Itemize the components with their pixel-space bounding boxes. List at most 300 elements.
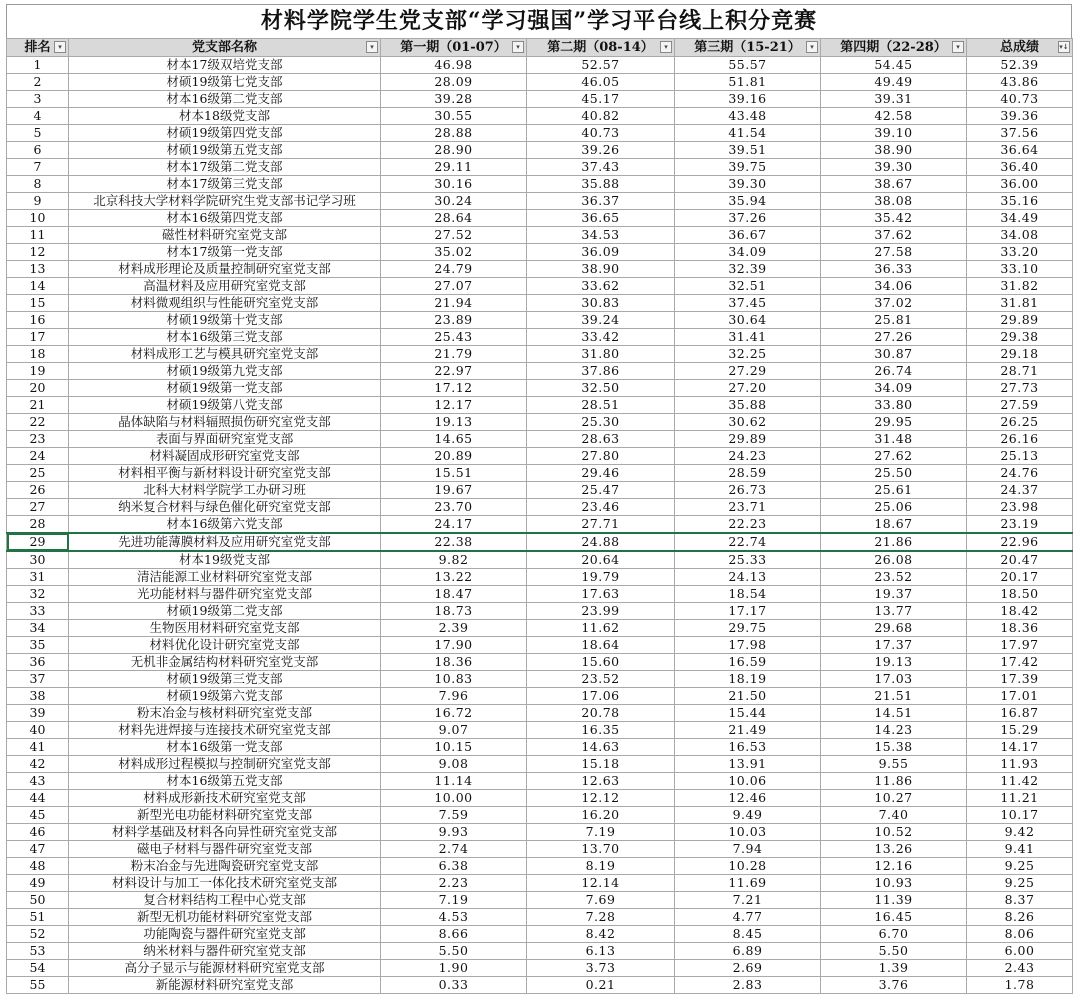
branch-name-cell[interactable]: 新型光电功能材料研究室党支部: [69, 807, 381, 824]
period-4-cell[interactable]: 13.77: [821, 603, 967, 620]
period-1-cell[interactable]: 4.53: [381, 909, 527, 926]
branch-name-cell[interactable]: 材硕19级第七党支部: [69, 74, 381, 91]
rank-cell[interactable]: 47: [7, 841, 69, 858]
period-4-cell[interactable]: 15.38: [821, 739, 967, 756]
period-2-cell[interactable]: 29.46: [527, 465, 675, 482]
period-1-cell[interactable]: 9.08: [381, 756, 527, 773]
total-cell[interactable]: 27.73: [967, 380, 1073, 397]
rank-cell[interactable]: 24: [7, 448, 69, 465]
branch-name-cell[interactable]: 材料成形工艺与模具研究室党支部: [69, 346, 381, 363]
rank-cell[interactable]: 39: [7, 705, 69, 722]
period-3-cell[interactable]: 2.83: [675, 977, 821, 994]
period-2-cell[interactable]: 12.63: [527, 773, 675, 790]
period-3-cell[interactable]: 21.49: [675, 722, 821, 739]
period-4-cell[interactable]: 14.23: [821, 722, 967, 739]
period-4-cell[interactable]: 5.50: [821, 943, 967, 960]
total-cell[interactable]: 15.29: [967, 722, 1073, 739]
period-3-cell[interactable]: 7.94: [675, 841, 821, 858]
period-4-cell[interactable]: 37.02: [821, 295, 967, 312]
total-cell[interactable]: 26.25: [967, 414, 1073, 431]
rank-cell[interactable]: 5: [7, 125, 69, 142]
period-2-cell[interactable]: 3.73: [527, 960, 675, 977]
period-2-cell[interactable]: 23.52: [527, 671, 675, 688]
rank-cell[interactable]: 21: [7, 397, 69, 414]
branch-name-cell[interactable]: 材本16级第一党支部: [69, 739, 381, 756]
rank-cell[interactable]: 44: [7, 790, 69, 807]
period-4-cell[interactable]: 25.61: [821, 482, 967, 499]
period-4-cell[interactable]: 42.58: [821, 108, 967, 125]
branch-name-cell[interactable]: 材硕19级第九党支部: [69, 363, 381, 380]
total-cell[interactable]: 18.36: [967, 620, 1073, 637]
period-3-cell[interactable]: 25.33: [675, 551, 821, 569]
total-cell[interactable]: 17.42: [967, 654, 1073, 671]
period-3-cell[interactable]: 29.89: [675, 431, 821, 448]
period-4-cell[interactable]: 26.74: [821, 363, 967, 380]
period-4-cell[interactable]: 35.42: [821, 210, 967, 227]
rank-cell[interactable]: 22: [7, 414, 69, 431]
total-cell[interactable]: 29.89: [967, 312, 1073, 329]
total-cell[interactable]: 8.06: [967, 926, 1073, 943]
branch-name-cell[interactable]: 功能陶瓷与器件研究室党支部: [69, 926, 381, 943]
rank-cell[interactable]: 25: [7, 465, 69, 482]
branch-name-cell[interactable]: 材料成形过程模拟与控制研究室党支部: [69, 756, 381, 773]
branch-name-cell[interactable]: 复合材料结构工程中心党支部: [69, 892, 381, 909]
branch-name-cell[interactable]: 材本18级党支部: [69, 108, 381, 125]
period-3-cell[interactable]: 27.29: [675, 363, 821, 380]
period-2-cell[interactable]: 37.43: [527, 159, 675, 176]
period-4-cell[interactable]: 19.37: [821, 586, 967, 603]
branch-name-cell[interactable]: 材料设计与加工一体化技术研究室党支部: [69, 875, 381, 892]
total-cell[interactable]: 28.71: [967, 363, 1073, 380]
period-3-cell[interactable]: 39.75: [675, 159, 821, 176]
rank-cell[interactable]: 10: [7, 210, 69, 227]
header-period-3[interactable]: [675, 39, 821, 57]
branch-name-cell[interactable]: 北京科技大学材料学院研究生党支部书记学习班: [69, 193, 381, 210]
total-cell[interactable]: 8.26: [967, 909, 1073, 926]
period-1-cell[interactable]: 9.93: [381, 824, 527, 841]
period-1-cell[interactable]: 35.02: [381, 244, 527, 261]
period-4-cell[interactable]: 39.31: [821, 91, 967, 108]
period-2-cell[interactable]: 38.90: [527, 261, 675, 278]
period-2-cell[interactable]: 35.88: [527, 176, 675, 193]
period-1-cell[interactable]: 20.89: [381, 448, 527, 465]
branch-name-cell[interactable]: 磁性材料研究室党支部: [69, 227, 381, 244]
period-2-cell[interactable]: 14.63: [527, 739, 675, 756]
period-2-cell[interactable]: 17.63: [527, 586, 675, 603]
filter-dropdown-icon[interactable]: ▾: [952, 41, 964, 53]
period-2-cell[interactable]: 23.99: [527, 603, 675, 620]
branch-name-cell[interactable]: 材硕19级第六党支部: [69, 688, 381, 705]
period-3-cell[interactable]: 2.69: [675, 960, 821, 977]
branch-name-cell[interactable]: 北科大材料学院学工办研习班: [69, 482, 381, 499]
period-2-cell[interactable]: 28.63: [527, 431, 675, 448]
period-2-cell[interactable]: 39.24: [527, 312, 675, 329]
period-4-cell[interactable]: 34.06: [821, 278, 967, 295]
branch-name-cell[interactable]: 材本17级双培党支部: [69, 57, 381, 74]
branch-name-cell[interactable]: 材本17级第三党支部: [69, 176, 381, 193]
branch-name-cell[interactable]: 生物医用材料研究室党支部: [69, 620, 381, 637]
period-4-cell[interactable]: 37.62: [821, 227, 967, 244]
period-1-cell[interactable]: 23.70: [381, 499, 527, 516]
total-cell[interactable]: 17.39: [967, 671, 1073, 688]
period-3-cell[interactable]: 51.81: [675, 74, 821, 91]
period-3-cell[interactable]: 12.46: [675, 790, 821, 807]
total-cell[interactable]: 39.36: [967, 108, 1073, 125]
period-3-cell[interactable]: 39.51: [675, 142, 821, 159]
period-2-cell[interactable]: 33.62: [527, 278, 675, 295]
period-3-cell[interactable]: 28.59: [675, 465, 821, 482]
rank-cell[interactable]: 31: [7, 569, 69, 586]
rank-cell[interactable]: 46: [7, 824, 69, 841]
rank-cell[interactable]: 2: [7, 74, 69, 91]
period-3-cell[interactable]: 39.16: [675, 91, 821, 108]
period-2-cell[interactable]: 40.73: [527, 125, 675, 142]
sort-descending-icon[interactable]: ▾↓: [1059, 43, 1069, 51]
filter-dropdown-icon[interactable]: ▾: [54, 41, 66, 53]
period-3-cell[interactable]: 16.53: [675, 739, 821, 756]
period-1-cell[interactable]: 29.11: [381, 159, 527, 176]
branch-name-cell[interactable]: 磁电子材料与器件研究室党支部: [69, 841, 381, 858]
header-rank[interactable]: [7, 39, 69, 57]
rank-cell[interactable]: 9: [7, 193, 69, 210]
rank-cell[interactable]: 17: [7, 329, 69, 346]
branch-name-cell[interactable]: 纳米材料与器件研究室党支部: [69, 943, 381, 960]
total-cell[interactable]: 33.20: [967, 244, 1073, 261]
rank-cell[interactable]: 28: [7, 516, 69, 534]
period-1-cell[interactable]: 18.73: [381, 603, 527, 620]
branch-name-cell[interactable]: 材硕19级第二党支部: [69, 603, 381, 620]
period-2-cell[interactable]: 6.13: [527, 943, 675, 960]
period-3-cell[interactable]: 10.06: [675, 773, 821, 790]
period-2-cell[interactable]: 45.17: [527, 91, 675, 108]
period-4-cell[interactable]: 12.16: [821, 858, 967, 875]
period-1-cell[interactable]: 46.98: [381, 57, 527, 74]
period-1-cell[interactable]: 10.83: [381, 671, 527, 688]
period-1-cell[interactable]: 27.07: [381, 278, 527, 295]
period-3-cell[interactable]: 18.54: [675, 586, 821, 603]
period-2-cell[interactable]: 39.26: [527, 142, 675, 159]
period-1-cell[interactable]: 10.00: [381, 790, 527, 807]
period-2-cell[interactable]: 34.53: [527, 227, 675, 244]
rank-cell[interactable]: 51: [7, 909, 69, 926]
period-4-cell[interactable]: 39.10: [821, 125, 967, 142]
period-3-cell[interactable]: 24.13: [675, 569, 821, 586]
total-cell[interactable]: 40.73: [967, 91, 1073, 108]
period-4-cell[interactable]: 30.87: [821, 346, 967, 363]
period-2-cell[interactable]: 20.64: [527, 551, 675, 569]
branch-name-cell[interactable]: 晶体缺陷与材料辐照损伤研究室党支部: [69, 414, 381, 431]
branch-name-cell[interactable]: 清洁能源工业材料研究室党支部: [69, 569, 381, 586]
header-branch-name[interactable]: [69, 39, 381, 57]
period-1-cell[interactable]: 18.36: [381, 654, 527, 671]
period-3-cell[interactable]: 41.54: [675, 125, 821, 142]
period-2-cell[interactable]: 7.19: [527, 824, 675, 841]
period-1-cell[interactable]: 5.50: [381, 943, 527, 960]
rank-cell[interactable]: 3: [7, 91, 69, 108]
total-cell[interactable]: 17.97: [967, 637, 1073, 654]
branch-name-cell[interactable]: 材本19级党支部: [69, 551, 381, 569]
period-3-cell[interactable]: 32.25: [675, 346, 821, 363]
branch-name-cell[interactable]: 材本16级第二党支部: [69, 91, 381, 108]
total-cell[interactable]: 23.98: [967, 499, 1073, 516]
total-cell[interactable]: 20.47: [967, 551, 1073, 569]
period-4-cell[interactable]: 10.27: [821, 790, 967, 807]
period-3-cell[interactable]: 43.48: [675, 108, 821, 125]
period-1-cell[interactable]: 9.82: [381, 551, 527, 569]
branch-name-cell[interactable]: 材本16级第三党支部: [69, 329, 381, 346]
period-3-cell[interactable]: 34.09: [675, 244, 821, 261]
period-1-cell[interactable]: 10.15: [381, 739, 527, 756]
period-4-cell[interactable]: 25.06: [821, 499, 967, 516]
period-1-cell[interactable]: 2.39: [381, 620, 527, 637]
total-cell[interactable]: 16.87: [967, 705, 1073, 722]
period-4-cell[interactable]: 9.55: [821, 756, 967, 773]
filter-dropdown-icon[interactable]: ▾: [366, 41, 378, 53]
total-cell[interactable]: 29.18: [967, 346, 1073, 363]
period-2-cell[interactable]: 8.42: [527, 926, 675, 943]
period-2-cell[interactable]: 36.65: [527, 210, 675, 227]
period-2-cell[interactable]: 24.88: [527, 533, 675, 551]
period-1-cell[interactable]: 22.38: [381, 533, 527, 551]
period-1-cell[interactable]: 23.89: [381, 312, 527, 329]
total-cell[interactable]: 35.16: [967, 193, 1073, 210]
period-2-cell[interactable]: 36.37: [527, 193, 675, 210]
period-1-cell[interactable]: 14.65: [381, 431, 527, 448]
period-1-cell[interactable]: 30.24: [381, 193, 527, 210]
rank-cell[interactable]: 42: [7, 756, 69, 773]
rank-cell[interactable]: 11: [7, 227, 69, 244]
period-2-cell[interactable]: 28.51: [527, 397, 675, 414]
total-cell[interactable]: 43.86: [967, 74, 1073, 91]
total-cell[interactable]: 27.59: [967, 397, 1073, 414]
rank-cell[interactable]: 45: [7, 807, 69, 824]
period-3-cell[interactable]: 8.45: [675, 926, 821, 943]
period-2-cell[interactable]: 12.14: [527, 875, 675, 892]
period-1-cell[interactable]: 30.16: [381, 176, 527, 193]
period-3-cell[interactable]: 17.17: [675, 603, 821, 620]
total-cell[interactable]: 17.01: [967, 688, 1073, 705]
period-4-cell[interactable]: 25.50: [821, 465, 967, 482]
total-cell[interactable]: 9.41: [967, 841, 1073, 858]
period-4-cell[interactable]: 29.68: [821, 620, 967, 637]
branch-name-cell[interactable]: 材料凝固成形研究室党支部: [69, 448, 381, 465]
period-1-cell[interactable]: 22.97: [381, 363, 527, 380]
period-4-cell[interactable]: 39.30: [821, 159, 967, 176]
total-cell[interactable]: 1.78: [967, 977, 1073, 994]
branch-name-cell[interactable]: 无机非金属结构材料研究室党支部: [69, 654, 381, 671]
rank-cell[interactable]: 50: [7, 892, 69, 909]
total-cell[interactable]: 9.25: [967, 875, 1073, 892]
period-3-cell[interactable]: 18.19: [675, 671, 821, 688]
period-2-cell[interactable]: 18.64: [527, 637, 675, 654]
total-cell[interactable]: 36.64: [967, 142, 1073, 159]
period-2-cell[interactable]: 13.70: [527, 841, 675, 858]
total-cell[interactable]: 29.38: [967, 329, 1073, 346]
period-2-cell[interactable]: 36.09: [527, 244, 675, 261]
rank-cell[interactable]: 34: [7, 620, 69, 637]
period-1-cell[interactable]: 21.94: [381, 295, 527, 312]
period-1-cell[interactable]: 12.17: [381, 397, 527, 414]
total-cell[interactable]: 9.25: [967, 858, 1073, 875]
rank-cell[interactable]: 6: [7, 142, 69, 159]
period-1-cell[interactable]: 7.96: [381, 688, 527, 705]
branch-name-cell[interactable]: 材本16级第六党支部: [69, 516, 381, 534]
period-4-cell[interactable]: 17.37: [821, 637, 967, 654]
rank-cell[interactable]: 13: [7, 261, 69, 278]
branch-name-cell[interactable]: 材硕19级第一党支部: [69, 380, 381, 397]
period-4-cell[interactable]: 38.08: [821, 193, 967, 210]
rank-cell[interactable]: 14: [7, 278, 69, 295]
period-4-cell[interactable]: 21.86: [821, 533, 967, 551]
period-3-cell[interactable]: 27.20: [675, 380, 821, 397]
rank-cell[interactable]: 43: [7, 773, 69, 790]
period-2-cell[interactable]: 7.28: [527, 909, 675, 926]
period-4-cell[interactable]: 27.62: [821, 448, 967, 465]
period-3-cell[interactable]: 30.64: [675, 312, 821, 329]
period-3-cell[interactable]: 4.77: [675, 909, 821, 926]
period-1-cell[interactable]: 27.52: [381, 227, 527, 244]
branch-name-cell[interactable]: 材硕19级第十党支部: [69, 312, 381, 329]
period-1-cell[interactable]: 25.43: [381, 329, 527, 346]
period-4-cell[interactable]: 13.26: [821, 841, 967, 858]
period-4-cell[interactable]: 25.81: [821, 312, 967, 329]
period-1-cell[interactable]: 2.74: [381, 841, 527, 858]
period-4-cell[interactable]: 34.09: [821, 380, 967, 397]
period-1-cell[interactable]: 7.19: [381, 892, 527, 909]
period-4-cell[interactable]: 19.13: [821, 654, 967, 671]
period-3-cell[interactable]: 26.73: [675, 482, 821, 499]
period-2-cell[interactable]: 17.06: [527, 688, 675, 705]
total-cell[interactable]: 11.93: [967, 756, 1073, 773]
total-cell[interactable]: 20.17: [967, 569, 1073, 586]
period-4-cell[interactable]: 31.48: [821, 431, 967, 448]
total-cell[interactable]: 2.43: [967, 960, 1073, 977]
branch-name-cell[interactable]: 材料先进焊接与连接技术研究室党支部: [69, 722, 381, 739]
period-2-cell[interactable]: 37.86: [527, 363, 675, 380]
rank-cell[interactable]: 32: [7, 586, 69, 603]
branch-name-cell[interactable]: 材料优化设计研究室党支部: [69, 637, 381, 654]
total-cell[interactable]: 36.40: [967, 159, 1073, 176]
period-2-cell[interactable]: 20.78: [527, 705, 675, 722]
period-1-cell[interactable]: 17.12: [381, 380, 527, 397]
period-3-cell[interactable]: 7.21: [675, 892, 821, 909]
period-2-cell[interactable]: 27.71: [527, 516, 675, 534]
rank-cell[interactable]: 37: [7, 671, 69, 688]
total-cell[interactable]: 36.00: [967, 176, 1073, 193]
rank-cell[interactable]: 49: [7, 875, 69, 892]
period-3-cell[interactable]: 10.03: [675, 824, 821, 841]
branch-name-cell[interactable]: 材本16级第四党支部: [69, 210, 381, 227]
period-1-cell[interactable]: 6.38: [381, 858, 527, 875]
branch-name-cell[interactable]: 材本17级第一党支部: [69, 244, 381, 261]
total-cell[interactable]: 52.39: [967, 57, 1073, 74]
period-1-cell[interactable]: 28.90: [381, 142, 527, 159]
period-3-cell[interactable]: 16.59: [675, 654, 821, 671]
rank-cell[interactable]: 7: [7, 159, 69, 176]
period-4-cell[interactable]: 38.90: [821, 142, 967, 159]
period-2-cell[interactable]: 33.42: [527, 329, 675, 346]
total-cell[interactable]: 37.56: [967, 125, 1073, 142]
branch-name-cell[interactable]: 表面与界面研究室党支部: [69, 431, 381, 448]
total-cell[interactable]: 14.17: [967, 739, 1073, 756]
total-cell[interactable]: 6.00: [967, 943, 1073, 960]
branch-name-cell[interactable]: 材硕19级第五党支部: [69, 142, 381, 159]
branch-name-cell[interactable]: 先进功能薄膜材料及应用研究室党支部: [69, 533, 381, 551]
total-cell[interactable]: 24.37: [967, 482, 1073, 499]
rank-cell[interactable]: 19: [7, 363, 69, 380]
period-3-cell[interactable]: 31.41: [675, 329, 821, 346]
period-2-cell[interactable]: 16.35: [527, 722, 675, 739]
total-cell[interactable]: 11.42: [967, 773, 1073, 790]
period-3-cell[interactable]: 35.94: [675, 193, 821, 210]
period-2-cell[interactable]: 52.57: [527, 57, 675, 74]
period-4-cell[interactable]: 23.52: [821, 569, 967, 586]
header-period-1[interactable]: [381, 39, 527, 57]
period-4-cell[interactable]: 49.49: [821, 74, 967, 91]
period-2-cell[interactable]: 15.60: [527, 654, 675, 671]
period-1-cell[interactable]: 19.13: [381, 414, 527, 431]
period-1-cell[interactable]: 18.47: [381, 586, 527, 603]
branch-name-cell[interactable]: 材料微观组织与性能研究室党支部: [69, 295, 381, 312]
period-1-cell[interactable]: 39.28: [381, 91, 527, 108]
period-2-cell[interactable]: 46.05: [527, 74, 675, 91]
period-4-cell[interactable]: 11.86: [821, 773, 967, 790]
period-2-cell[interactable]: 16.20: [527, 807, 675, 824]
period-3-cell[interactable]: 32.39: [675, 261, 821, 278]
rank-cell[interactable]: 20: [7, 380, 69, 397]
total-cell[interactable]: 33.10: [967, 261, 1073, 278]
period-1-cell[interactable]: 24.17: [381, 516, 527, 534]
period-2-cell[interactable]: 31.80: [527, 346, 675, 363]
period-4-cell[interactable]: 16.45: [821, 909, 967, 926]
period-4-cell[interactable]: 7.40: [821, 807, 967, 824]
period-4-cell[interactable]: 10.93: [821, 875, 967, 892]
header-period-4[interactable]: [821, 39, 967, 57]
period-1-cell[interactable]: 30.55: [381, 108, 527, 125]
period-3-cell[interactable]: 39.30: [675, 176, 821, 193]
rank-cell[interactable]: 26: [7, 482, 69, 499]
total-cell[interactable]: 26.16: [967, 431, 1073, 448]
period-4-cell[interactable]: 54.45: [821, 57, 967, 74]
rank-cell[interactable]: 18: [7, 346, 69, 363]
period-1-cell[interactable]: 1.90: [381, 960, 527, 977]
period-1-cell[interactable]: 13.22: [381, 569, 527, 586]
total-cell[interactable]: 25.13: [967, 448, 1073, 465]
rank-cell[interactable]: 30: [7, 551, 69, 569]
rank-cell[interactable]: 35: [7, 637, 69, 654]
period-2-cell[interactable]: 27.80: [527, 448, 675, 465]
period-4-cell[interactable]: 6.70: [821, 926, 967, 943]
period-1-cell[interactable]: 2.23: [381, 875, 527, 892]
period-1-cell[interactable]: 11.14: [381, 773, 527, 790]
branch-name-cell[interactable]: 材料成形新技术研究室党支部: [69, 790, 381, 807]
period-2-cell[interactable]: 19.79: [527, 569, 675, 586]
total-cell[interactable]: 34.49: [967, 210, 1073, 227]
period-3-cell[interactable]: 23.71: [675, 499, 821, 516]
sheet-title[interactable]: 材料学院学生党支部“学习强国”学习平台线上积分竞赛: [6, 4, 1072, 38]
period-3-cell[interactable]: 35.88: [675, 397, 821, 414]
period-1-cell[interactable]: 28.09: [381, 74, 527, 91]
period-2-cell[interactable]: 7.69: [527, 892, 675, 909]
period-4-cell[interactable]: 11.39: [821, 892, 967, 909]
period-1-cell[interactable]: 15.51: [381, 465, 527, 482]
header-period-2[interactable]: [527, 39, 675, 57]
rank-cell[interactable]: 40: [7, 722, 69, 739]
period-4-cell[interactable]: 26.08: [821, 551, 967, 569]
branch-name-cell[interactable]: 粉末冶金与先进陶瓷研究室党支部: [69, 858, 381, 875]
period-4-cell[interactable]: 17.03: [821, 671, 967, 688]
period-3-cell[interactable]: 37.26: [675, 210, 821, 227]
